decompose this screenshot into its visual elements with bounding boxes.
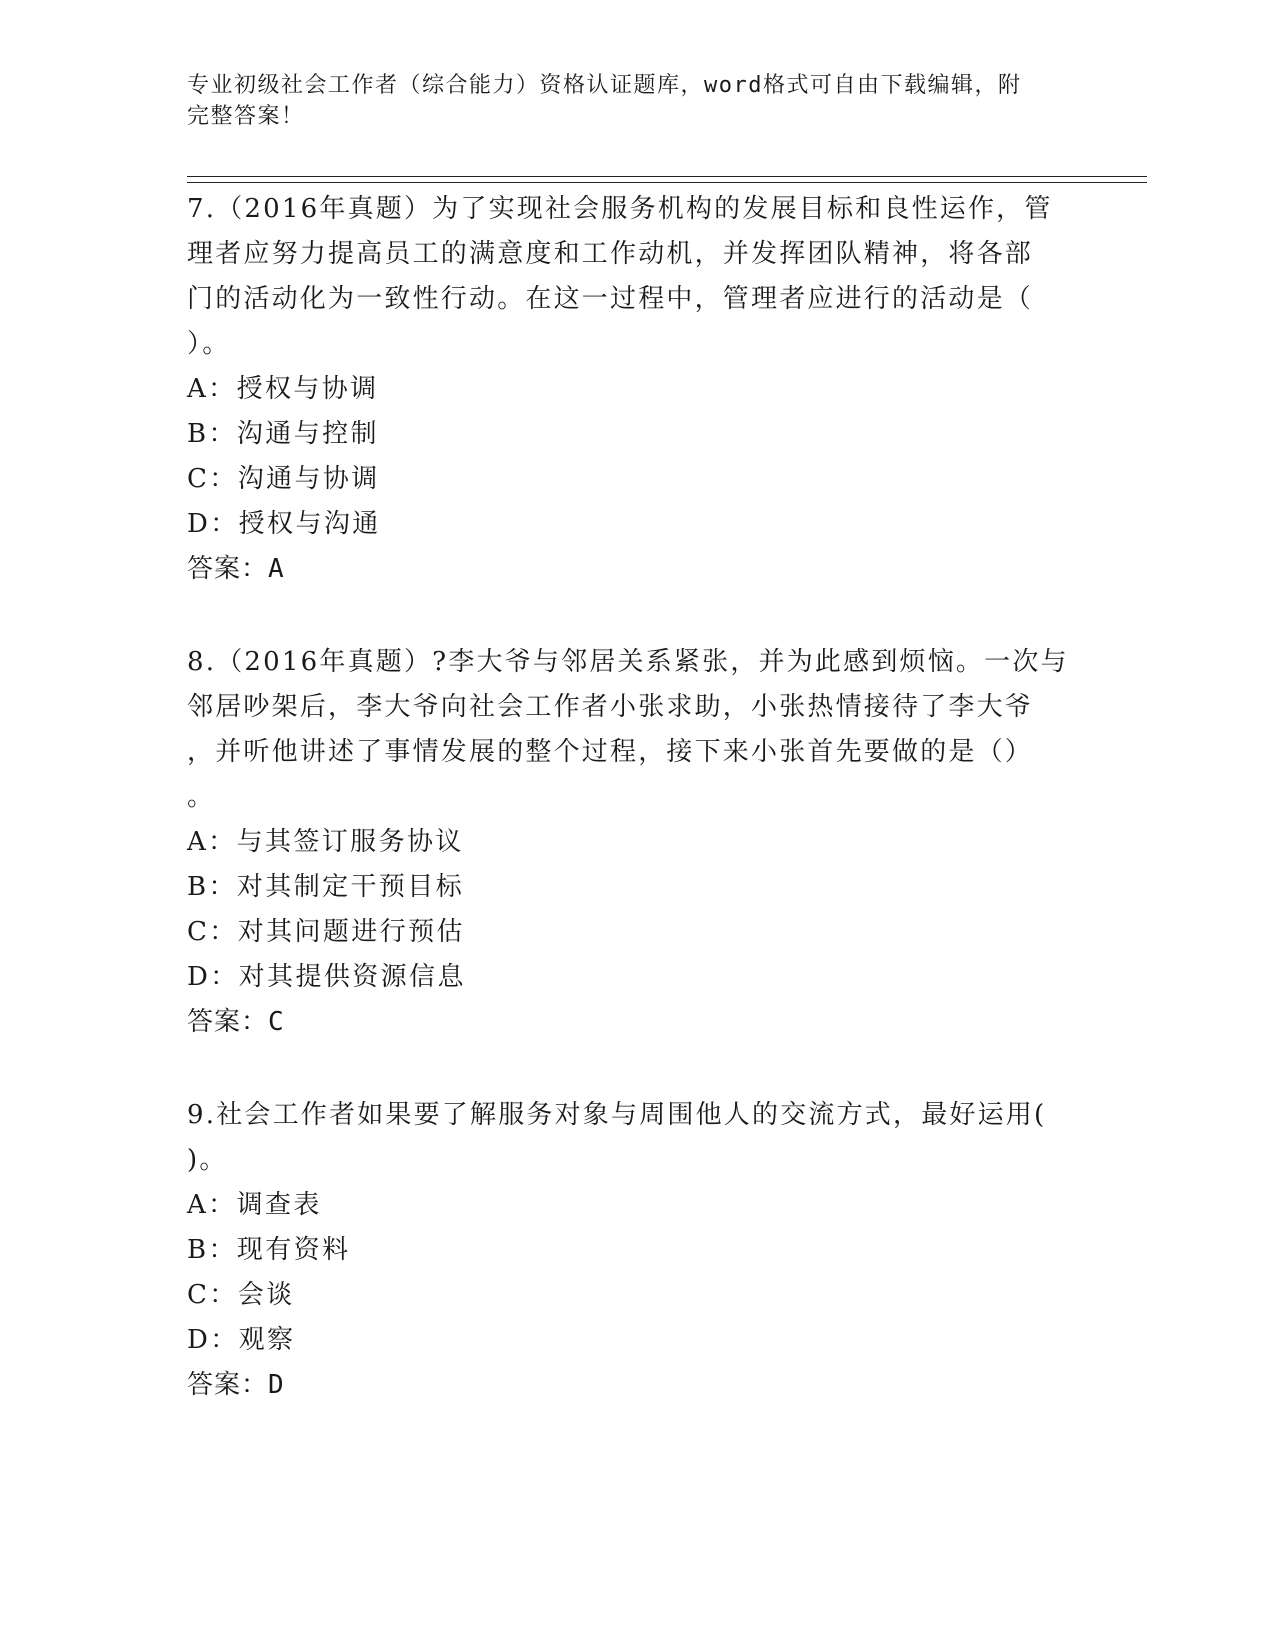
header-line: 专业初级社会工作者（综合能力）资格认证题库，word格式可自由下载编辑，附 [187, 73, 1022, 98]
answer: 答案：A [187, 554, 285, 584]
option-d: D：授权与沟通 [187, 509, 381, 539]
question-text: 8.（2016年真题）?李大爷与邻居关系紧张，并为此感到烦恼。一次与 [187, 647, 1069, 677]
option-d: D：观察 [187, 1325, 296, 1355]
option-c: C：会谈 [187, 1280, 295, 1310]
option-a: A：与其签订服务协议 [187, 827, 464, 857]
option-b: B：对其制定干预目标 [187, 872, 465, 902]
option-b: B：现有资料 [187, 1235, 351, 1265]
option-b: B：沟通与控制 [187, 419, 379, 449]
option-c: C：沟通与协调 [187, 464, 380, 494]
question-text: 7.（2016年真题）为了实现社会服务机构的发展目标和良性运作，管 [187, 194, 1053, 224]
header-line: 完整答案！ [187, 104, 305, 129]
question-9 [187, 1093, 1087, 1408]
question-text: )。 [187, 1145, 228, 1175]
header-divider [187, 176, 1147, 177]
question-8 [187, 640, 1087, 1045]
question-text: 邻居吵架后，李大爷向社会工作者小张求助，小张热情接待了李大爷 [187, 692, 1034, 722]
question-text: 理者应努力提高员工的满意度和工作动机，并发挥团队精神，将各部 [187, 239, 1034, 269]
question-text: 9.社会工作者如果要了解服务对象与周围他人的交流方式，最好运用( [187, 1100, 1047, 1130]
document-header [187, 70, 1087, 132]
answer: 答案：D [187, 1370, 285, 1400]
question-text: ）。 [187, 329, 231, 359]
question-7 [187, 187, 1087, 592]
option-a: A：调查表 [187, 1190, 322, 1220]
question-text: 。 [187, 782, 216, 812]
option-a: A：授权与协调 [187, 374, 379, 404]
answer: 答案：C [187, 1007, 285, 1037]
header-divider [187, 182, 1147, 183]
question-text: 门的活动化为一致性行动。在这一过程中，管理者应进行的活动是（ [187, 284, 1034, 314]
option-d: D：对其提供资源信息 [187, 962, 466, 992]
option-c: C：对其问题进行预估 [187, 917, 465, 947]
question-text: ，并听他讲述了事情发展的整个过程，接下来小张首先要做的是（） [187, 737, 1034, 767]
